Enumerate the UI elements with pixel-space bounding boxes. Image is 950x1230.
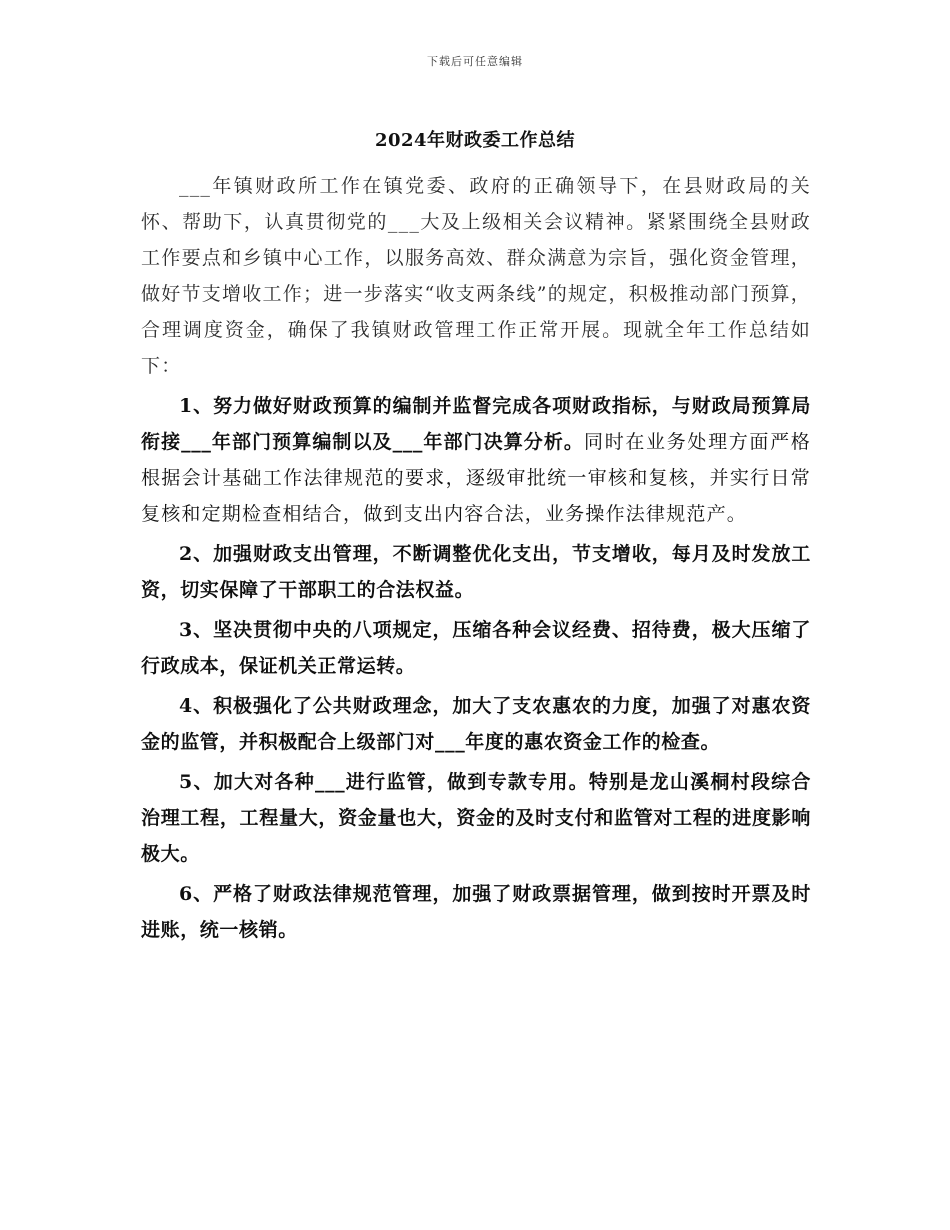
item-1-bold-text: 1、努力做好财政预算的编制并监督完成各项财政指标，与财政局预算局衔接___年部门预算编制以及___年部门决算分析。 — [141, 395, 811, 453]
item-5-paragraph: 5、加大对各种___进行监管，做到专款专用。特别是龙山溪桐村段综合治理工程，工程量大，资金量也大，资金的及时支付和监管对工程的进度影响极大。 — [141, 771, 811, 865]
item-6-paragraph: 6、严格了财政法律规范管理，加强了财政票据管理，做到按时开票及时进账，统一核销。 — [141, 883, 811, 941]
document-body — [141, 168, 811, 948]
header-note: 下载后可任意编辑 — [427, 55, 523, 68]
item-2-paragraph: 2、加强财政支出管理，不断调整优化支出，节支增收，每月及时发放工资，切实保障了干部职工的合法权益。 — [141, 543, 811, 601]
document-title: 2024年财政委工作总结 — [374, 130, 576, 151]
item-1-paragraph — [141, 388, 811, 532]
item-3-paragraph: 3、坚决贯彻中央的八项规定，压缩各种会议经费、招待费，极大压缩了行政成本，保证机关正常运转。 — [141, 619, 811, 677]
item-4-paragraph: 4、积极强化了公共财政理念，加大了支农惠农的力度，加强了对惠农资金的监管，并积极配合上级部门对___年度的惠农资金工作的检查。 — [141, 695, 811, 753]
item-1-rest-text: 同时在业务处理方面严格根据会计基础工作法律规范的要求，逐级审批统一审核和复核，并实行日常复核和定期检查相结合，做到支出内容合法，业务操作法律规范产。 — [141, 431, 811, 525]
intro-paragraph: ___年镇财政所工作在镇党委、政府的正确领导下，在县财政局的关怀、帮助下，认真贯彻党的___大及上级相关会议精神。紧紧围绕全县财政工作要点和乡镇中心工作，以服务高效、群众满意为宗旨，强化资金管理，做好节支增收工作；进一步落实“收支两条线”的规定，积极推动部门预算，合理调度资金，确保了我镇财政管理工作正常开展。现就全年工作总结如下： — [141, 175, 811, 377]
